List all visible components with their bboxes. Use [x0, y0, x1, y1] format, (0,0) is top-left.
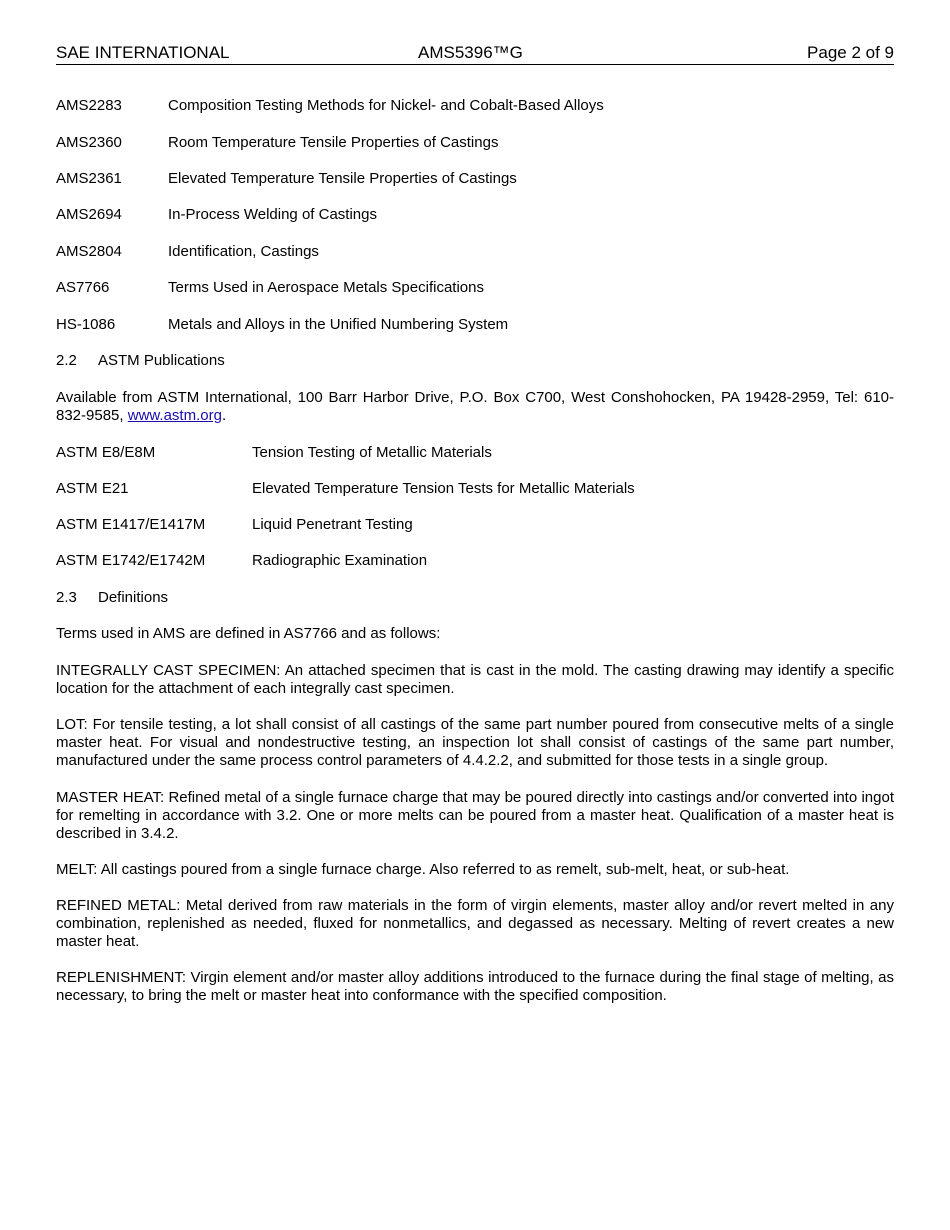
reference-row [56, 444, 492, 462]
header-doc-id: AMS5396™G [418, 43, 523, 62]
reference-title: Terms Used in Aerospace Metals Specifications [168, 279, 484, 296]
reference-title: Identification, Castings [168, 243, 319, 260]
section-heading-2-3 [56, 589, 168, 607]
reference-row [56, 279, 484, 297]
availability-text: Available from ASTM International, 100 Barr Harbor Drive, P.O. Box C700, West Conshohocken, PA 19428-2959, Tel: 610-832-9585, [56, 389, 894, 424]
reference-code: AMS2283 [56, 97, 122, 114]
definition-paragraph: MELT: All castings poured from a single furnace charge. Also referred to as remelt, sub-melt, heat, or sub-heat. [56, 861, 790, 878]
reference-title: Elevated Temperature Tensile Properties of Castings [168, 170, 517, 187]
page-header [56, 42, 894, 65]
reference-code: ASTM E8/E8M [56, 444, 156, 461]
reference-title: Tension Testing of Metallic Materials [252, 444, 492, 461]
reference-row [56, 316, 509, 334]
header-org: SAE INTERNATIONAL [56, 43, 230, 62]
reference-code: AMS2694 [56, 206, 122, 223]
reference-row [56, 552, 428, 570]
reference-row [56, 97, 604, 115]
reference-code: ASTM E1742/E1742M [56, 552, 206, 569]
reference-row [56, 516, 413, 534]
reference-row [56, 480, 635, 498]
availability-text-end: . [221, 407, 227, 424]
reference-title: Metals and Alloys in the Unified Numbering System [168, 316, 509, 333]
reference-code: AMS2804 [56, 243, 122, 260]
definition-paragraph: LOT: For tensile testing, a lot shall consist of all castings of the same part number poured from consecutive melts of a single master heat. For visual and nondestructive testing, an inspection lot shall consist of castings of the same part number, manufactured under the same process control parameters of 4.4.2.2, and submitted for those tests in a single group. [56, 716, 894, 769]
reference-title: Radiographic Examination [252, 552, 428, 569]
reference-code: AS7766 [56, 279, 110, 296]
section-number: 2.2 [56, 352, 77, 369]
definition-paragraph: REPLENISHMENT: Virgin element and/or master alloy additions introduced to the furnace during the final stage of melting, as necessary, to bring the melt or master heat into conformance with the specified composition. [56, 969, 894, 1004]
reference-code: ASTM E1417/E1417M [56, 516, 206, 533]
reference-row [56, 206, 377, 224]
section-title: Definitions [98, 589, 169, 606]
section-title: ASTM Publications [98, 352, 225, 369]
reference-title: Elevated Temperature Tension Tests for Metallic Materials [252, 480, 635, 497]
reference-code: ASTM E21 [56, 480, 129, 497]
definitions-intro: Terms used in AMS are defined in AS7766 and as follows: [56, 625, 441, 642]
reference-title: Room Temperature Tensile Properties of Castings [168, 134, 499, 151]
reference-title: Composition Testing Methods for Nickel- and Cobalt-Based Alloys [168, 97, 604, 114]
reference-row [56, 170, 517, 188]
reference-title: In-Process Welding of Castings [168, 206, 377, 223]
reference-code: AMS2361 [56, 170, 122, 187]
reference-title: Liquid Penetrant Testing [252, 516, 413, 533]
definition-paragraph: MASTER HEAT: Refined metal of a single furnace charge that may be poured directly into castings and/or converted into ingot for remelting in accordance with 3.2. One or more melts can be poured from a master heat. Qualification of a master heat is described in 3.4.2. [56, 789, 894, 842]
astm-website-link[interactable]: www.astm.org [127, 407, 222, 424]
reference-row [56, 243, 319, 261]
availability-paragraph [56, 389, 894, 425]
reference-code: AMS2360 [56, 134, 122, 151]
reference-code: HS-1086 [56, 316, 116, 333]
reference-row [56, 134, 499, 152]
section-heading-2-2 [56, 352, 225, 370]
definition-paragraph: REFINED METAL: Metal derived from raw materials in the form of virgin elements, master alloy and/or revert melted in any combination, replenished as needed, fluxed for nonmetallics, and degassed as necessary. Melting of revert creates a new master heat. [56, 897, 894, 950]
header-page-number: Page 2 of 9 [807, 43, 894, 62]
definition-paragraph: INTEGRALLY CAST SPECIMEN: An attached specimen that is cast in the mold. The casting drawing may identify a specific location for the attachment of each integrally cast specimen. [56, 662, 894, 697]
section-number: 2.3 [56, 589, 77, 606]
